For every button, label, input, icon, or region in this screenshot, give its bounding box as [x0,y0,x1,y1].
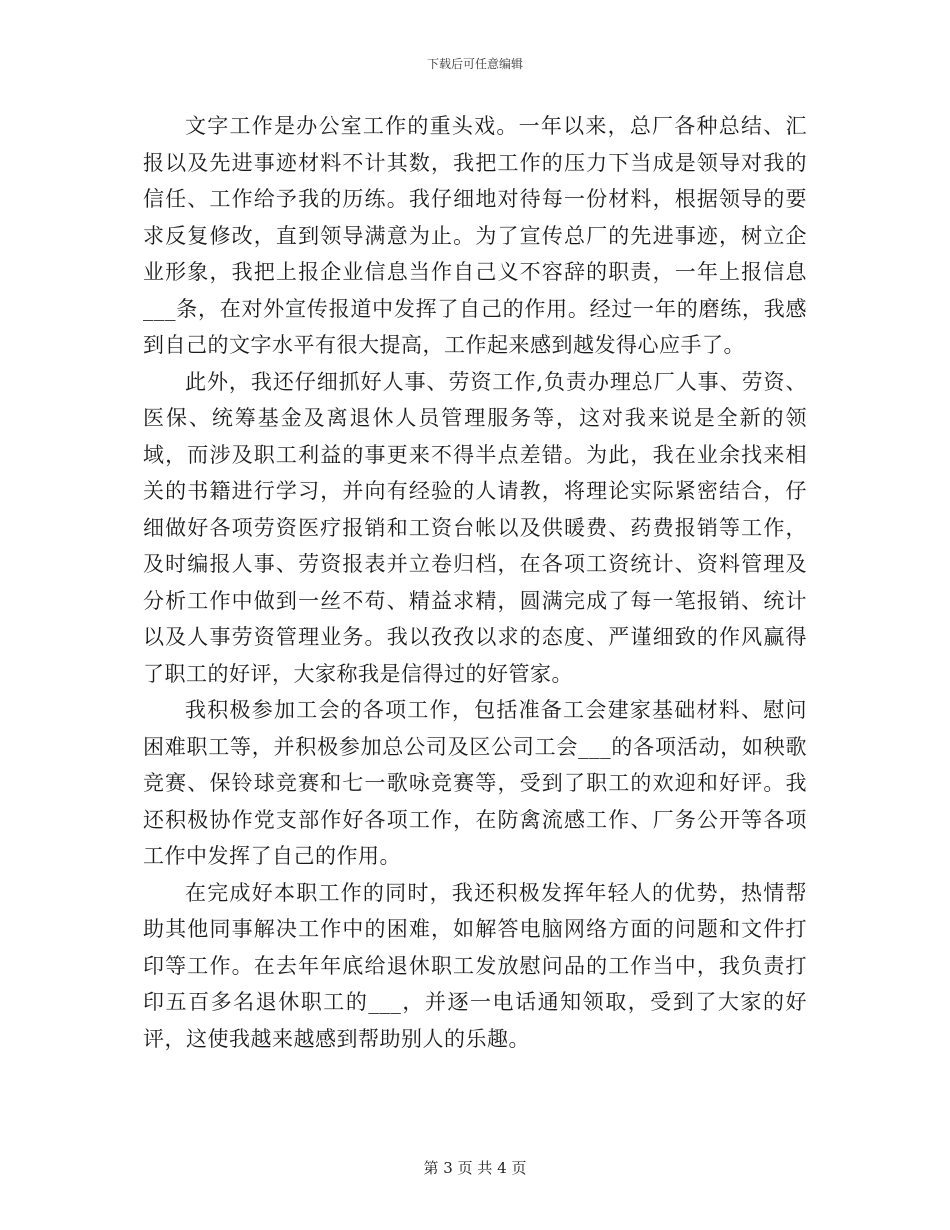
page-header: 下载后可任意编辑 [426,57,523,71]
document-body [143,108,807,1057]
page-number-footer: 第 3 页 共 4 页 [423,1159,527,1177]
paragraph-helping-colleagues: 在完成好本职工作的同时，我还积极发挥年轻人的优势，热情帮助其他同事解决工作中的困难，如解答电脑网络方面的问题和文件打印等工作。在去年年底给退休职工发放慰问品的工作当中，我负责打印五百多名退休职工的___，并逐一电话通知领取，受到了大家的好评，这使我越来越感到帮助别人的乐趣。 [143,880,807,1051]
paragraph-writing-work: 文字工作是办公室工作的重头戏。一年以来，总厂各种总结、汇报以及先进事迹材料不计其数，我把工作的压力下当成是领导对我的信任、工作给予我的历练。我仔细地对待每一份材料，根据领导的要求反复修改，直到领导满意为止。为了宣传总厂的先进事迹，树立企业形象，我把上报企业信息当作自己义不容辞的职责，一年上报信息___条，在对外宣传报道中发挥了自己的作用。经过一年的磨练，我感到自己的文字水平有很大提高，工作起来感到越发得心应手了。 [143,114,807,357]
paragraph-union-work: 我积极参加工会的各项工作，包括准备工会建家基础材料、慰问困难职工等，并积极参加总公司及区公司工会___的各项活动，如秧歌竞赛、保铃球竞赛和七一歌咏竞赛等，受到了职工的欢迎和好评。我还积极协作党支部作好各项工作，在防禽流感工作、厂务公开等各项工作中发挥了自己的作用。 [143,698,807,868]
paragraph-personnel-work: 此外，我还仔细抓好人事、劳资工作,负责办理总厂人事、劳资、医保、统筹基金及离退休人员管理服务等，这对我来说是全新的领域，而涉及职工利益的事更来不得半点差错。为此，我在业余找来相关的书籍进行学习，并向有经验的人请教，将理论实际紧密结合，仔细做好各项劳资医疗报销和工资台帐以及供暖费、药费报销等工作，及时编报人事、劳资报表并立卷归档，在各项工资统计、资料管理及分析工作中做到一丝不苟、精益求精，圆满完成了每一笔报销、统计以及人事劳资管理业务。我以孜孜以求的态度、严谨细致的作风赢得了职工的好评，大家称我是信得过的好管家。 [143,369,807,686]
